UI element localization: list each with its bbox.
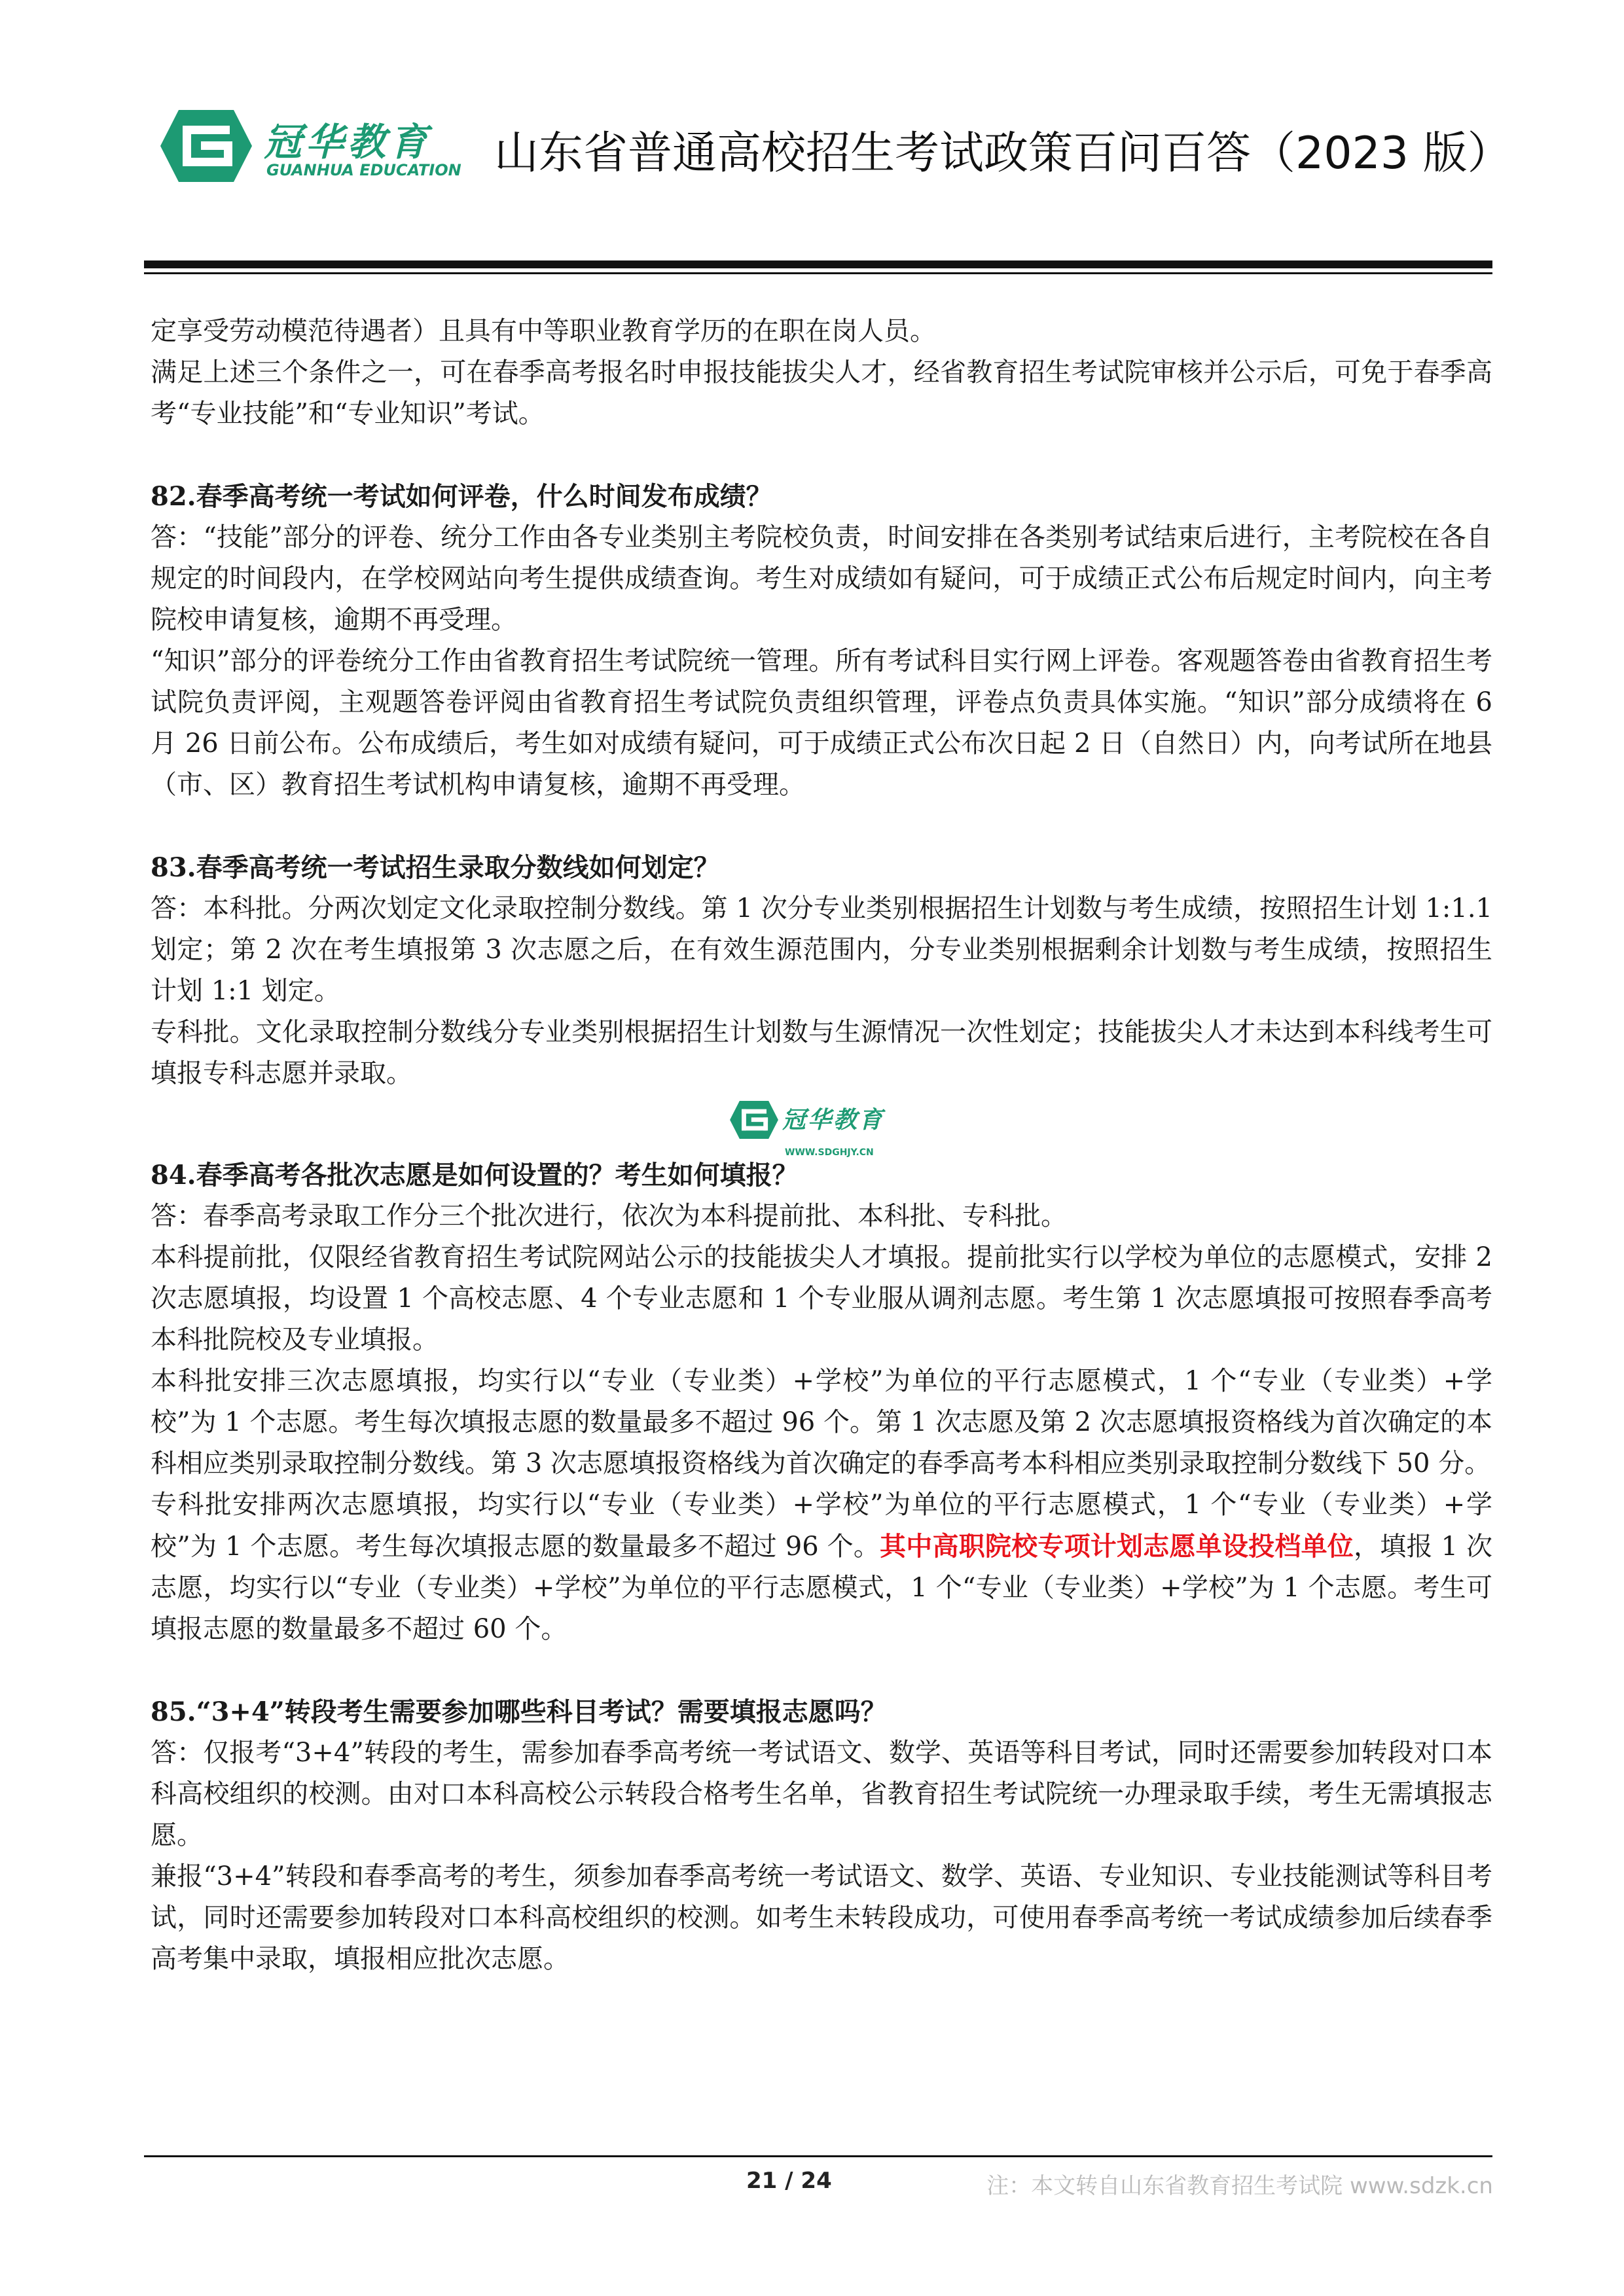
- question-84-title: 84.春季高考各批次志愿是如何设置的？考生如何填报？: [151, 1160, 799, 1191]
- highlight-text: 其中高职院校专项计划志愿单设投档单位: [880, 1531, 1354, 1562]
- spacer: [151, 1650, 1492, 1691]
- answer-paragraph: 兼报“3+4”转段和春季高考的考生，须参加春季高考统一考试语文、数学、英语、专业知识、专业技能测试等科目考试，同时还需要参加转段对口本科高校组织的校测。如考生未转段成功，可使用春季高考统一考试成绩参加后续春季高考集中录取，填报相应批次志愿。: [151, 1861, 1492, 1974]
- logo-mark-icon: [160, 110, 252, 182]
- answer-paragraph-highlight: [151, 1484, 1492, 1650]
- intro-paragraph: 满足上述三个条件之一，可在春季高考报名时申报技能拔尖人才，经省教育招生考试院审核并公示后，可免于春季高考“专业技能”和“专业知识”考试。: [151, 357, 1492, 429]
- guanhua-logo: [160, 98, 461, 190]
- spacer: [151, 435, 1492, 476]
- answer-paragraph: 答：“技能”部分的评卷、统分工作由各专业类别主考院校负责，时间安排在各类别考试结束后进行，主考院校在各自规定的时间段内，在学校网站向考生提供成绩查询。考生对成绩如有疑问，可于成绩正式公布后规定时间内，向主考院校申请复核，逾期不再受理。: [151, 522, 1492, 635]
- logo-text-cn: 冠华教育: [264, 120, 432, 164]
- page-header: [144, 98, 1512, 190]
- answer-paragraph: 答：春季高考录取工作分三个批次进行，依次为本科提前批、本科批、专科批。: [151, 1201, 1067, 1231]
- question-83-title: 83.春季高考统一考试招生录取分数线如何划定？: [151, 852, 720, 883]
- page-content: [151, 311, 1492, 1980]
- logo-text-en: GUANHUA EDUCATION: [266, 161, 461, 179]
- text-segment: ，填报 1 次志愿，均实行以“专业（专业类）+学校”为单位的平行志愿模式，1 个“专业（专业类）+学校”为 1 个志愿。考生可填报志愿的数量最多不超过 60 个。: [151, 1532, 1492, 1644]
- page-number: 21 / 24: [746, 2168, 832, 2194]
- watermark-logo-text: 冠华教育: [782, 1107, 885, 1134]
- question-82-title: 82.春季高考统一考试如何评卷，什么时间发布成绩？: [151, 481, 772, 512]
- question-85-title: 85.“3+4”转段考生需要参加哪些科目考试？需要填报志愿吗？: [151, 1696, 887, 1727]
- answer-paragraph: 专科批。文化录取控制分数线分专业类别根据招生计划数与生源情况一次性划定；技能拔尖人才未达到本科线考生可填报专科志愿并录取。: [151, 1017, 1492, 1088]
- text-segment: 专科批安排两次志愿填报，均实行以“专业（专业类）+学校”为单位的平行志愿模式，1 个“专业（专业类）+学校”为 1 个志愿。考生每次填报志愿的数量最多不超过 96 个。: [151, 1490, 1492, 1562]
- answer-paragraph: 本科提前批，仅限经省教育招生考试院网站公示的技能拔尖人才填报。提前批实行以学校为单位的志愿模式，安排 2 次志愿填报，均设置 1 个高校志愿、4 个专业志愿和 1 个专业服从调剂志愿。考生第 1 次志愿填报可按照春季高考本科批院校及专业填报。: [151, 1242, 1492, 1355]
- answer-paragraph: “知识”部分的评卷统分工作由省教育招生考试院统一管理。所有考试科目实行网上评卷。客观题答卷由省教育招生考试院负责评阅，主观题答卷评阅由省教育招生考试院负责组织管理，评卷点负责具体实施。“知识”部分成绩将在 6 月 26 日前公布。公布成绩后，考生如对成绩有疑问，可于成绩正式公布次日起 2 日（自然日）内，向考试所在地县（市、区）教育招生考试机构申请复核，逾期不再受理。: [151, 646, 1492, 800]
- source-note: 注：本文转自山东省教育招生考试院 www.sdzk.cn: [986, 2173, 1493, 2199]
- answer-paragraph: 答：仅报考“3+4”转段的考生，需参加春季高考统一考试语文、数学、英语等科目考试，同时还需要参加转段对口本科高校组织的校测。由对口本科高校公示转段合格考生名单，省教育招生考试院统一办理录取手续，考生无需填报志愿。: [151, 1738, 1492, 1850]
- watermark-logo-url: WWW.SDGHJY.CN: [785, 1147, 874, 1158]
- answer-paragraph: 答：本科批。分两次划定文化录取控制分数线。第 1 次分专业类别根据招生计划数与考生成绩，按照招生计划 1:1.1 划定；第 2 次在考生填报第 3 次志愿之后，在有效生源范围内，分专业类别根据剩余计划数与考生成绩，按照招生计划 1:1 划定。: [151, 893, 1492, 1006]
- header-rule-thick: [144, 260, 1492, 268]
- watermark-logo-mark-icon: [730, 1101, 778, 1139]
- watermark-logo: [151, 1094, 1492, 1158]
- intro-paragraph: 定享受劳动模范待遇者）且具有中等职业教育学历的在职在岗人员。: [151, 316, 936, 346]
- answer-paragraph: 本科批安排三次志愿填报，均实行以“专业（专业类）+学校”为单位的平行志愿模式，1 个“专业（专业类）+学校”为 1 个志愿。考生每次填报志愿的数量最多不超过 96 个。第 1 次志愿及第 2 次志愿填报资格线为首次确定的本科相应类别录取控制分数线。第 3 次志愿填报资格线为首次确定的春季高考本科相应类别录取控制分数线下 50 分。: [151, 1366, 1492, 1479]
- document-title: 山东省普通高校招生考试政策百问百答（2023 版）: [494, 128, 1512, 179]
- footer-rule: [144, 2155, 1492, 2157]
- header-rule-thin: [144, 272, 1492, 274]
- spacer: [151, 806, 1492, 847]
